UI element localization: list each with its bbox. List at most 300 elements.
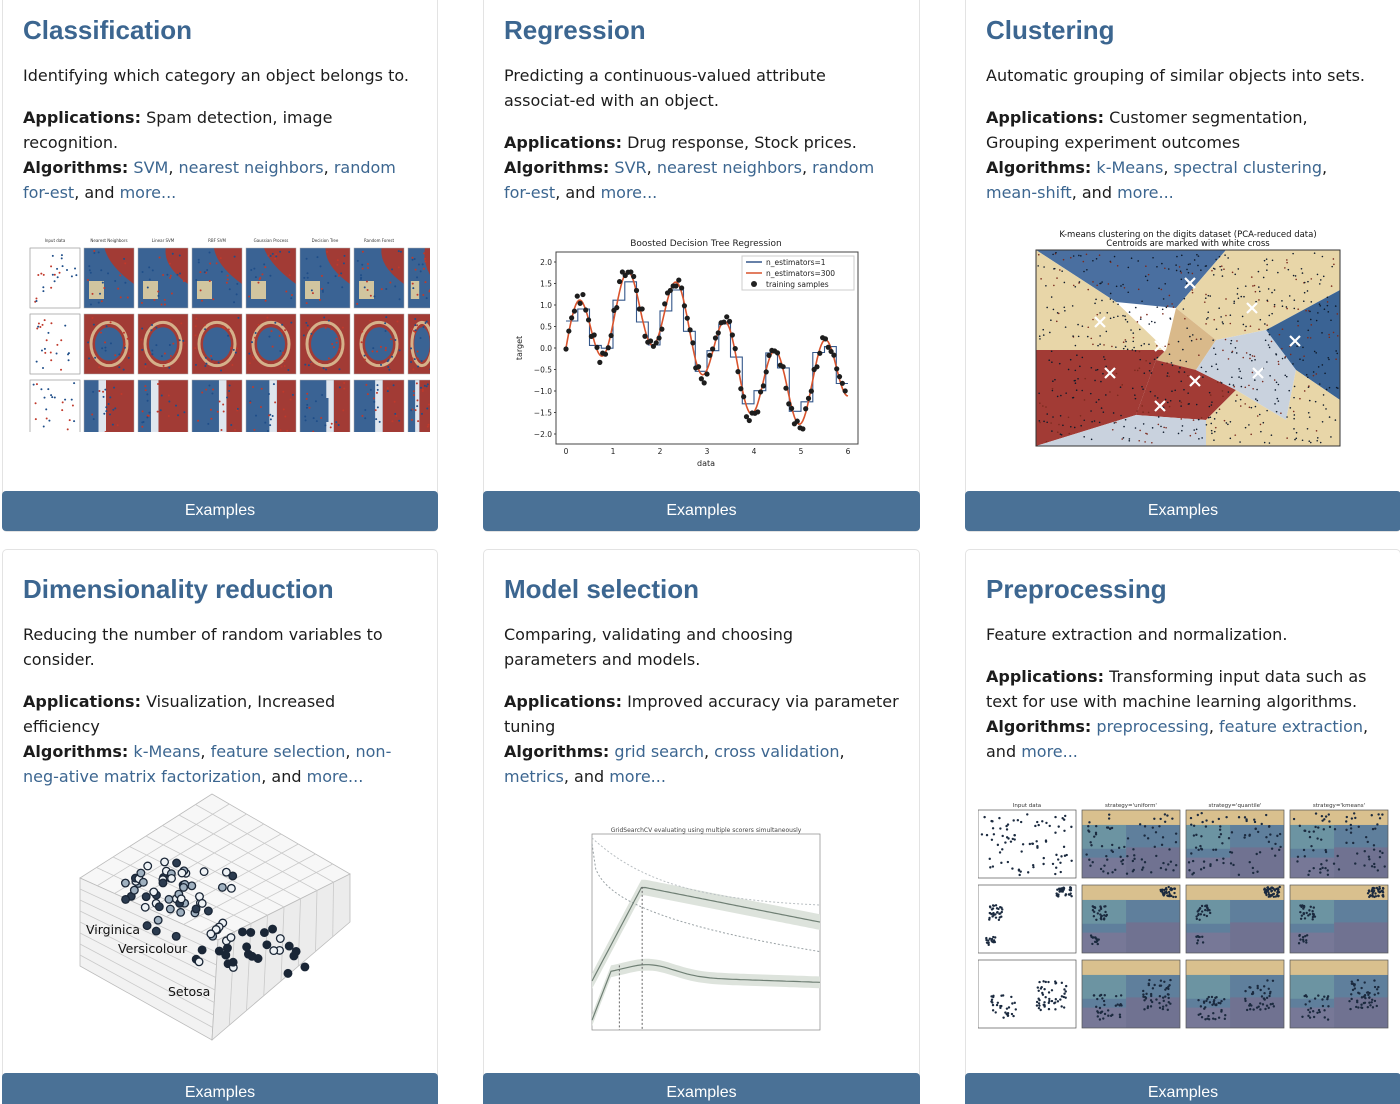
sample-point	[367, 263, 369, 265]
sample-point	[72, 404, 74, 406]
data-point	[1160, 984, 1162, 986]
data-point	[1155, 831, 1157, 833]
digit-point	[1331, 266, 1333, 268]
digit-point	[1330, 436, 1332, 438]
examples-button-dimensionality-reduction[interactable]: Examples	[2, 1073, 438, 1104]
column-title: strategy='kmeans'	[1312, 803, 1366, 809]
training-sample	[659, 327, 664, 332]
digit-point	[1328, 334, 1330, 336]
clustering-title-line1: K-means clustering on the digits dataset (PCA-reduced data)	[1059, 230, 1317, 240]
examples-button-regression[interactable]: Examples	[483, 491, 920, 531]
link-more[interactable]: more...	[1117, 183, 1174, 202]
data-point	[1043, 1005, 1045, 1007]
digit-point	[1061, 434, 1063, 436]
sample-point	[113, 387, 115, 389]
digit-point	[1163, 298, 1165, 300]
data-point	[1037, 986, 1039, 988]
digit-point	[1139, 359, 1141, 361]
digit-point	[1249, 406, 1251, 408]
digit-point	[1068, 369, 1070, 371]
digit-point	[1295, 279, 1297, 281]
data-point	[1070, 887, 1072, 889]
sample-point	[394, 401, 396, 403]
data-point	[1017, 819, 1019, 821]
iris-sample	[205, 907, 213, 915]
classifier-panel	[138, 248, 188, 308]
digit-point	[1097, 369, 1099, 371]
sample-point	[56, 268, 58, 270]
data-point	[1168, 893, 1170, 895]
sample-point	[151, 353, 153, 355]
sample-point	[423, 252, 425, 254]
card-applications: Applications: Drug response, Stock prices.	[504, 133, 857, 152]
data-point	[1093, 994, 1095, 996]
link-random-forest[interactable]: random for-est	[504, 158, 875, 202]
sample-point	[118, 353, 120, 355]
data-point	[1015, 1008, 1017, 1010]
sample-point	[357, 260, 359, 262]
sample-point	[337, 259, 339, 261]
digit-point	[1084, 399, 1086, 401]
data-point	[981, 833, 983, 835]
digit-point	[1125, 339, 1127, 341]
link-k-means[interactable]: k-Means	[1096, 158, 1164, 177]
data-point	[1091, 943, 1093, 945]
sample-point	[305, 322, 307, 324]
data-point	[1301, 1016, 1303, 1018]
digit-point	[1307, 281, 1309, 283]
digit-point	[1228, 391, 1230, 393]
data-point	[1357, 979, 1359, 981]
sample-point	[275, 255, 277, 257]
sample-point	[282, 352, 284, 354]
digit-point	[1221, 382, 1223, 384]
digit-point	[1063, 259, 1065, 261]
data-point	[1095, 941, 1097, 943]
sample-point	[424, 258, 426, 260]
sample-point	[316, 256, 318, 258]
link-mean-shift[interactable]: mean-shift	[986, 183, 1072, 202]
digit-point	[1233, 300, 1235, 302]
digit-point	[1096, 284, 1098, 286]
digit-point	[1183, 389, 1185, 391]
data-point	[1273, 1005, 1275, 1007]
data-point	[1360, 1006, 1362, 1008]
data-point	[1376, 823, 1378, 825]
sample-point	[42, 286, 44, 288]
strategy-panel	[1082, 885, 1180, 953]
data-point	[1197, 913, 1199, 915]
link-spectral-clustering[interactable]: spectral clustering	[1173, 158, 1323, 177]
digit-point	[1127, 349, 1129, 351]
sample-point	[261, 273, 263, 275]
digit-point	[1103, 344, 1105, 346]
sample-point	[220, 429, 222, 431]
link-more[interactable]: more...	[306, 767, 364, 786]
sample-point	[140, 339, 142, 341]
sample-point	[341, 286, 343, 288]
data-point	[1102, 870, 1104, 872]
data-point	[1200, 913, 1202, 915]
iris-sample	[159, 879, 167, 887]
sample-point	[310, 333, 312, 335]
sample-point	[37, 326, 39, 328]
sample-point	[157, 291, 159, 293]
sample-point	[252, 386, 254, 388]
data-point	[1256, 1006, 1258, 1008]
digit-point	[1219, 256, 1221, 258]
sample-point	[428, 424, 430, 426]
digit-point	[1138, 289, 1140, 291]
sample-point	[367, 393, 369, 395]
sample-point	[179, 254, 181, 256]
data-point	[1055, 854, 1057, 856]
data-point	[1372, 828, 1374, 830]
digit-point	[1143, 423, 1145, 425]
link-preprocessing[interactable]: preprocessing	[1096, 717, 1209, 736]
digit-point	[1194, 259, 1196, 261]
iris-sample	[144, 862, 152, 870]
digit-point	[1186, 269, 1188, 271]
sample-point	[283, 408, 285, 410]
link-cross-validation[interactable]: cross validation	[714, 742, 840, 761]
sample-point	[36, 300, 38, 302]
sample-point	[426, 385, 428, 387]
digit-point	[1176, 270, 1178, 272]
data-point	[1263, 992, 1265, 994]
data-point	[1200, 812, 1202, 814]
data-point	[1005, 825, 1007, 827]
sample-point	[211, 392, 213, 394]
card-applications: Applications: Customer segmentation, Grouping experiment outcomes	[986, 108, 1308, 152]
sample-point	[44, 397, 46, 399]
sample-point	[114, 407, 116, 409]
digit-point	[1147, 280, 1149, 282]
data-point	[1196, 918, 1198, 920]
digit-point	[1169, 317, 1171, 319]
sample-point	[212, 298, 214, 300]
data-point	[1133, 858, 1135, 860]
data-point	[1197, 814, 1199, 816]
strategy-panel	[978, 960, 1076, 1028]
digit-point	[1048, 359, 1050, 361]
digit-point	[1235, 347, 1237, 349]
data-point	[1268, 995, 1270, 997]
digit-point	[1222, 323, 1224, 325]
data-point	[1305, 939, 1307, 941]
dimensionality-thumbnail	[70, 790, 360, 1042]
digit-point	[1114, 256, 1116, 258]
sample-point	[234, 256, 236, 258]
data-point	[1048, 998, 1050, 1000]
link-nmf[interactable]: non-neg-ative matrix factorization	[23, 742, 392, 786]
digit-point	[1110, 298, 1112, 300]
sample-point	[39, 326, 41, 328]
sample-point	[50, 287, 52, 289]
data-point	[1273, 896, 1275, 898]
sample-point	[105, 406, 107, 408]
data-point	[1334, 828, 1336, 830]
training-sample	[831, 353, 836, 358]
sample-point	[379, 421, 381, 423]
digit-point	[1308, 385, 1310, 387]
data-point	[1097, 1015, 1099, 1017]
digit-point	[1158, 287, 1160, 289]
data-point	[1165, 1004, 1167, 1006]
data-point	[1261, 823, 1263, 825]
digit-point	[1129, 311, 1131, 313]
model-selection-chart-title: GridSearchCV evaluating using multiple scorers simultaneously	[610, 827, 802, 834]
digit-point	[1131, 257, 1133, 259]
sample-point	[380, 364, 382, 366]
digit-point	[1096, 258, 1098, 260]
digit-point	[1057, 312, 1059, 314]
data-point	[1211, 996, 1213, 998]
link-more[interactable]: more...	[119, 183, 177, 202]
data-point	[1060, 871, 1062, 873]
data-point	[1042, 993, 1044, 995]
link-svm[interactable]: SVM	[133, 158, 169, 177]
digit-point	[1162, 308, 1164, 310]
sample-point	[201, 300, 203, 302]
digit-point	[1193, 419, 1195, 421]
sample-point	[370, 295, 372, 297]
sample-point	[52, 274, 54, 276]
data-point	[994, 913, 996, 915]
sample-point	[267, 255, 269, 257]
sample-point	[204, 271, 206, 273]
digit-point	[1235, 400, 1237, 402]
link-nearest-neighbors[interactable]: nearest neighbors	[178, 158, 324, 177]
data-point	[1358, 992, 1360, 994]
digit-point	[1086, 269, 1088, 271]
sample-point	[281, 330, 283, 332]
data-point	[1070, 895, 1072, 897]
digit-point	[1205, 294, 1207, 296]
digit-point	[1128, 267, 1130, 269]
digit-point	[1319, 383, 1321, 385]
sample-point	[195, 334, 197, 336]
digit-point	[1317, 312, 1319, 314]
data-point	[1373, 848, 1375, 850]
data-point	[1323, 996, 1325, 998]
digit-point	[1125, 345, 1127, 347]
data-point	[1268, 1007, 1270, 1009]
link-more[interactable]: more...	[609, 767, 666, 786]
examples-button-classification[interactable]: Examples	[2, 491, 438, 531]
digit-point	[1077, 378, 1079, 380]
link-grid-search[interactable]: grid search	[614, 742, 704, 761]
digit-point	[1165, 427, 1167, 429]
examples-button-preprocessing[interactable]: Examples	[965, 1073, 1400, 1104]
link-more[interactable]: more...	[600, 183, 658, 202]
examples-button-clustering[interactable]: Examples	[965, 491, 1400, 531]
data-point	[1111, 871, 1113, 873]
data-point	[1273, 893, 1275, 895]
digit-point	[1215, 363, 1217, 365]
data-point	[1193, 872, 1195, 874]
digit-point	[1304, 282, 1306, 284]
classifier-panel	[354, 380, 404, 432]
data-point	[1203, 867, 1205, 869]
digit-point	[1037, 265, 1039, 267]
sample-point	[48, 420, 50, 422]
data-point	[1317, 994, 1319, 996]
sample-point	[168, 361, 170, 363]
digit-point	[1209, 295, 1211, 297]
digit-point	[1249, 358, 1251, 360]
digit-point	[1250, 325, 1252, 327]
digit-point	[1263, 277, 1265, 279]
data-point	[1095, 833, 1097, 835]
sample-point	[369, 320, 371, 322]
data-point	[1328, 813, 1330, 815]
data-point	[1307, 1009, 1309, 1011]
digit-point	[1290, 354, 1292, 356]
digit-point	[1152, 427, 1154, 429]
digit-point	[1319, 303, 1321, 305]
sample-point	[393, 384, 395, 386]
iris-sample	[200, 868, 208, 876]
data-point	[1382, 891, 1384, 893]
data-point	[1252, 1008, 1254, 1010]
sample-point	[388, 369, 390, 371]
data-point	[1102, 1017, 1104, 1019]
data-point	[1323, 828, 1325, 830]
data-point	[1203, 860, 1205, 862]
digit-point	[1045, 406, 1047, 408]
digit-point	[1266, 300, 1268, 302]
data-point	[1087, 825, 1089, 827]
data-point	[1095, 825, 1097, 827]
digit-point	[1154, 395, 1156, 397]
data-point	[986, 834, 988, 836]
training-sample	[597, 360, 602, 365]
digit-point	[1120, 285, 1122, 287]
link-svr[interactable]: SVR	[614, 158, 647, 177]
digit-point	[1308, 412, 1310, 414]
data-point	[1065, 990, 1067, 992]
digit-point	[1149, 363, 1151, 365]
digit-point	[1060, 415, 1062, 417]
digit-point	[1127, 321, 1129, 323]
data-point	[1151, 1001, 1153, 1003]
digit-point	[1210, 416, 1212, 418]
digit-point	[1240, 405, 1242, 407]
digit-point	[1096, 314, 1098, 316]
digit-point	[1206, 424, 1208, 426]
link-nearest-neighbors[interactable]: nearest neighbors	[656, 158, 802, 177]
column-title: strategy='uniform'	[1105, 803, 1157, 809]
sample-point	[251, 341, 253, 343]
data-point	[996, 911, 998, 913]
link-random-forest[interactable]: random for-est	[23, 158, 396, 202]
digit-point	[1336, 353, 1338, 355]
digit-point	[1272, 259, 1274, 261]
data-point	[1266, 997, 1268, 999]
link-k-means[interactable]: k-Means	[133, 742, 201, 761]
training-sample	[614, 305, 619, 310]
link-feature-extraction[interactable]: feature extraction	[1219, 717, 1364, 736]
sample-point	[103, 396, 105, 398]
sample-point	[64, 325, 66, 327]
digit-point	[1051, 350, 1053, 352]
digit-point	[1208, 295, 1210, 297]
training-sample	[702, 380, 707, 385]
sample-point	[169, 263, 171, 265]
sample-point	[377, 406, 379, 408]
iris-sample	[167, 905, 175, 913]
sample-point	[146, 416, 148, 418]
data-point	[1060, 855, 1062, 857]
label-versicolour: Versicolour	[118, 941, 188, 956]
y-tick: 1.0	[540, 301, 552, 310]
digit-point	[1222, 390, 1224, 392]
data-point	[1144, 861, 1146, 863]
digit-point	[1074, 427, 1076, 429]
data-point	[1350, 998, 1352, 1000]
digit-point	[1213, 439, 1215, 441]
digit-point	[1295, 438, 1297, 440]
iris-sample	[154, 916, 162, 924]
link-more[interactable]: more...	[1021, 742, 1078, 761]
data-point	[1245, 820, 1247, 822]
examples-button-model-selection[interactable]: Examples	[483, 1073, 920, 1104]
data-point	[1155, 855, 1157, 857]
sample-point	[236, 283, 238, 285]
sample-point	[284, 365, 286, 367]
data-point	[1264, 1008, 1266, 1010]
sample-point	[259, 277, 261, 279]
digit-point	[1142, 411, 1144, 413]
digit-point	[1246, 352, 1248, 354]
digit-point	[1303, 300, 1305, 302]
data-point	[1223, 998, 1225, 1000]
sample-point	[169, 344, 171, 346]
iris-sample	[177, 909, 185, 917]
digit-point	[1256, 389, 1258, 391]
digit-point	[1260, 424, 1262, 426]
sample-point	[416, 382, 418, 384]
digit-point	[1139, 367, 1141, 369]
data-point	[1304, 1003, 1306, 1005]
data-point	[1006, 836, 1008, 838]
data-point	[1104, 911, 1106, 913]
data-point	[1272, 1003, 1274, 1005]
data-point	[1197, 910, 1199, 912]
data-point	[1198, 919, 1200, 921]
digit-point	[1213, 347, 1215, 349]
digit-point	[1137, 260, 1139, 262]
data-point	[1165, 987, 1167, 989]
data-point	[1225, 816, 1227, 818]
digit-point	[1335, 305, 1337, 307]
data-point	[1103, 1004, 1105, 1006]
digit-point	[1218, 307, 1220, 309]
sample-point	[285, 291, 287, 293]
sample-point	[98, 390, 100, 392]
sample-point	[254, 337, 256, 339]
data-point	[1105, 915, 1107, 917]
data-point	[1101, 845, 1103, 847]
sample-point	[318, 361, 320, 363]
link-feature-selection[interactable]: feature selection	[210, 742, 346, 761]
sample-point	[372, 350, 374, 352]
digit-point	[1251, 407, 1253, 409]
training-sample	[586, 317, 591, 322]
link-metrics[interactable]: metrics	[504, 767, 564, 786]
sample-point	[35, 418, 37, 420]
